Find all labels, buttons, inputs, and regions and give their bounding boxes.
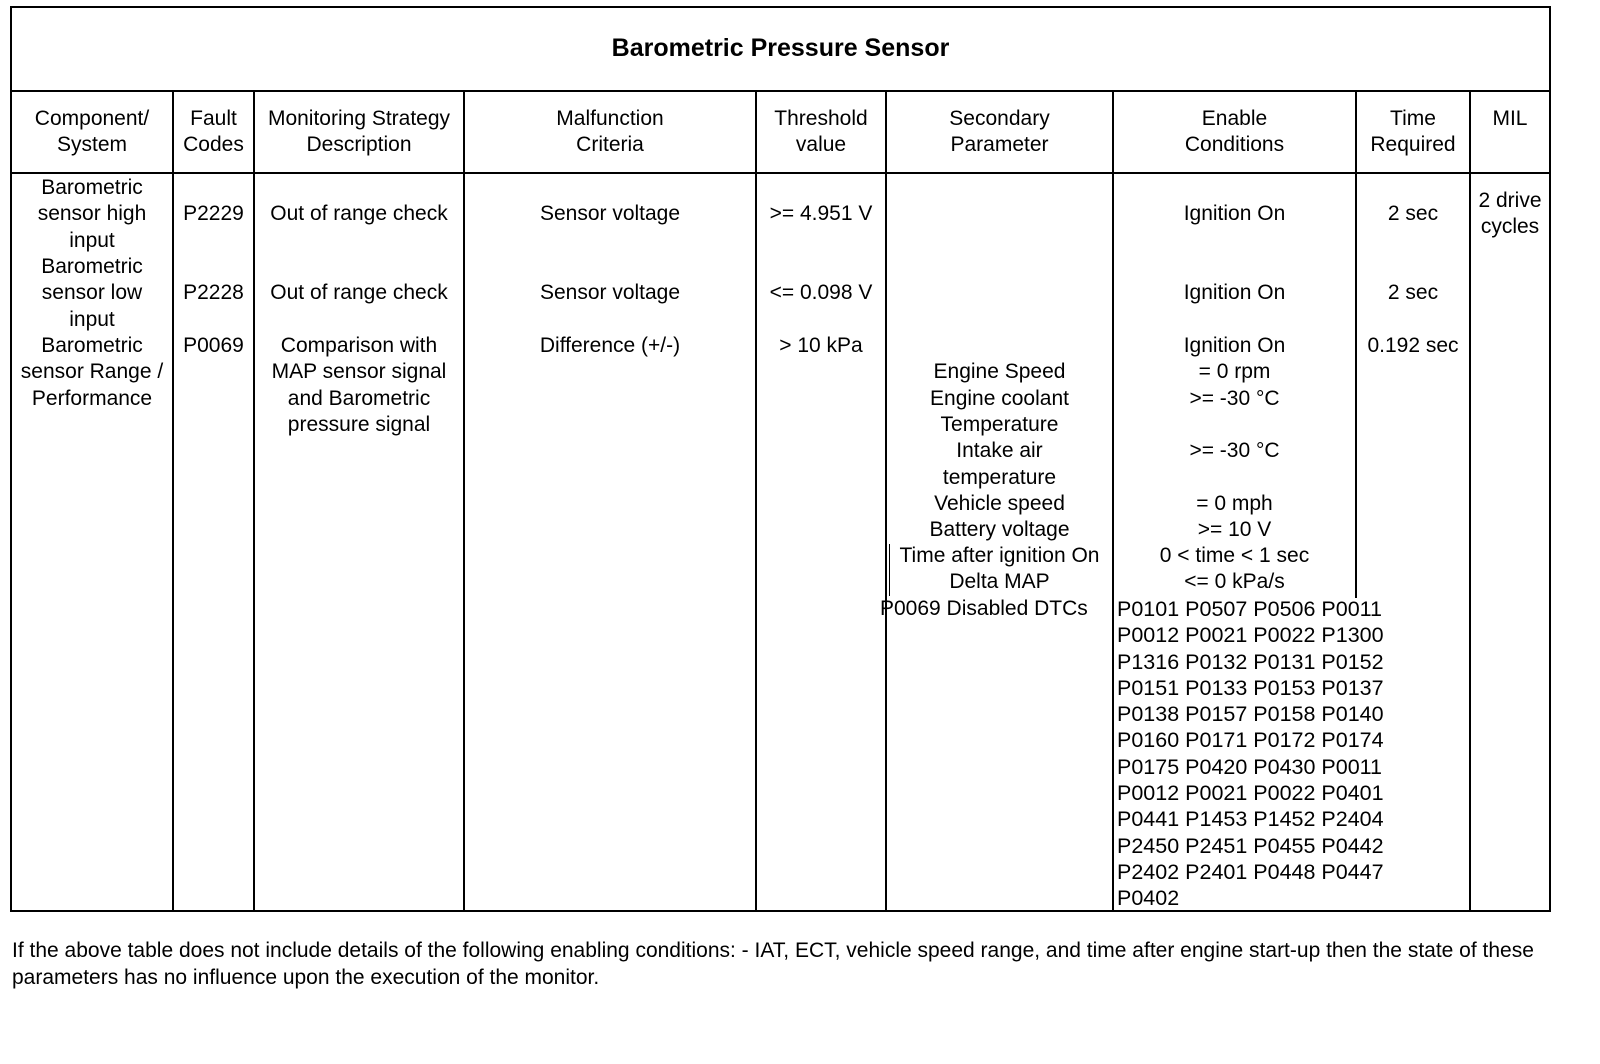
dtc-line: P0012 P0021 P0022 P1300 <box>1117 623 1384 648</box>
disabled-dtc-list <box>1117 596 1417 912</box>
strategy: Out of range check <box>270 281 448 304</box>
component-line: input <box>69 229 115 252</box>
component-line: input <box>69 308 115 331</box>
dtc-line: P0402 <box>1117 886 1180 911</box>
dtc-line: P2450 P2451 P0455 P0442 <box>1117 833 1384 858</box>
enable-value: >= -30 °C <box>1189 387 1280 410</box>
footnote: If the above table does not include details of the following enabling conditions: - IAT, ECT, vehicle speed range, and time after engine start-up then the state of these parameters has no influence upon the execution of the monitor. <box>12 939 1534 989</box>
enable-value: = 0 rpm <box>1198 360 1271 383</box>
header-threshold: Threshold value <box>774 107 868 156</box>
table-title: Barometric Pressure Sensor <box>10 6 1551 92</box>
header-secondary: Secondary Parameter <box>949 107 1050 156</box>
enable-condition: Ignition On <box>1183 281 1286 304</box>
header-time: Time Required <box>1370 107 1456 156</box>
secondary-parameter: Time after ignition On <box>899 544 1100 567</box>
strategy: Out of range check <box>270 202 448 225</box>
component-line: sensor Range / <box>20 360 164 383</box>
component-line: sensor low <box>41 281 143 304</box>
component-line: sensor high <box>37 202 147 225</box>
time-required: 2 sec <box>1387 281 1439 304</box>
dtc-line: P1316 P0132 P0131 P0152 <box>1117 649 1384 674</box>
secondary-parameter: Engine Speed <box>933 360 1066 383</box>
component-line: Barometric <box>41 334 143 357</box>
threshold: <= 0.098 V <box>769 281 873 304</box>
dtc-line: P0175 P0420 P0430 P0011 <box>1117 754 1383 779</box>
secondary-parameter: Temperature <box>940 413 1059 436</box>
header-component: Component/ System <box>34 107 150 156</box>
enable-value: = 0 mph <box>1196 492 1273 515</box>
threshold: >= 4.951 V <box>769 202 873 225</box>
dtc-line: P2402 P2401 P0448 P0447 <box>1117 859 1384 884</box>
malfunction: Sensor voltage <box>539 281 681 304</box>
secondary-parameter: Intake air <box>956 439 1043 462</box>
dtc-line: P0012 P0021 P0022 P0401 <box>1117 781 1384 806</box>
header-enable: Enable Conditions <box>1184 107 1285 156</box>
dtc-line: P0151 P0133 P0153 P0137 <box>1117 675 1384 700</box>
secondary-parameter: Vehicle speed <box>934 492 1065 515</box>
secondary-parameter: temperature <box>942 466 1057 489</box>
component-line: Barometric <box>41 255 143 278</box>
strategy-line: Comparison with <box>280 334 438 357</box>
enable-value: <= 0 kPa/s <box>1184 570 1285 593</box>
secondary-parameter: Engine coolant <box>930 387 1069 410</box>
dtc-line: P0138 P0157 P0158 P0140 <box>1117 702 1384 727</box>
malfunction: Sensor voltage <box>539 202 681 225</box>
header-mil: MIL <box>1492 107 1528 130</box>
header-malfunction: Malfunction Criteria <box>556 107 664 156</box>
dtc-line: P0101 P0507 P0506 P0011 <box>1117 597 1383 621</box>
enable-value: >= -30 °C <box>1189 439 1280 462</box>
enable-value: >= 10 V <box>1197 518 1272 541</box>
header-fault-codes: Fault Codes <box>183 107 244 156</box>
header-strategy: Monitoring Strategy Description <box>267 107 451 156</box>
mil-line: 2 drive <box>1478 189 1542 212</box>
fault-code: P0069 <box>183 334 244 357</box>
time-required: 2 sec <box>1387 202 1439 225</box>
fault-code: P2228 <box>183 281 244 304</box>
enable-condition: Ignition On <box>1183 202 1286 225</box>
component-line: Barometric <box>41 176 143 199</box>
strategy-line: MAP sensor signal <box>271 360 447 383</box>
secondary-parameter: Battery voltage <box>929 518 1070 541</box>
enable-value: 0 < time < 1 sec <box>1159 544 1310 567</box>
dtc-line: P0160 P0171 P0172 P0174 <box>1117 728 1384 753</box>
strategy-line: pressure signal <box>287 413 431 436</box>
dtc-line: P0441 P1453 P1452 P2404 <box>1117 807 1384 832</box>
strategy-line: and Barometric <box>287 387 431 410</box>
secondary-parameter: P0069 Disabled DTCs <box>880 597 1088 620</box>
mil-line: cycles <box>1480 215 1540 238</box>
component-line: Performance <box>31 387 153 410</box>
malfunction: Difference (+/-) <box>539 334 681 357</box>
time-required: 0.192 sec <box>1367 334 1459 357</box>
header-divider <box>10 172 1551 174</box>
secondary-parameter: Delta MAP <box>949 570 1050 593</box>
threshold: > 10 kPa <box>779 334 863 357</box>
enable-condition: Ignition On <box>1183 334 1286 357</box>
fault-code: P2229 <box>183 202 244 225</box>
